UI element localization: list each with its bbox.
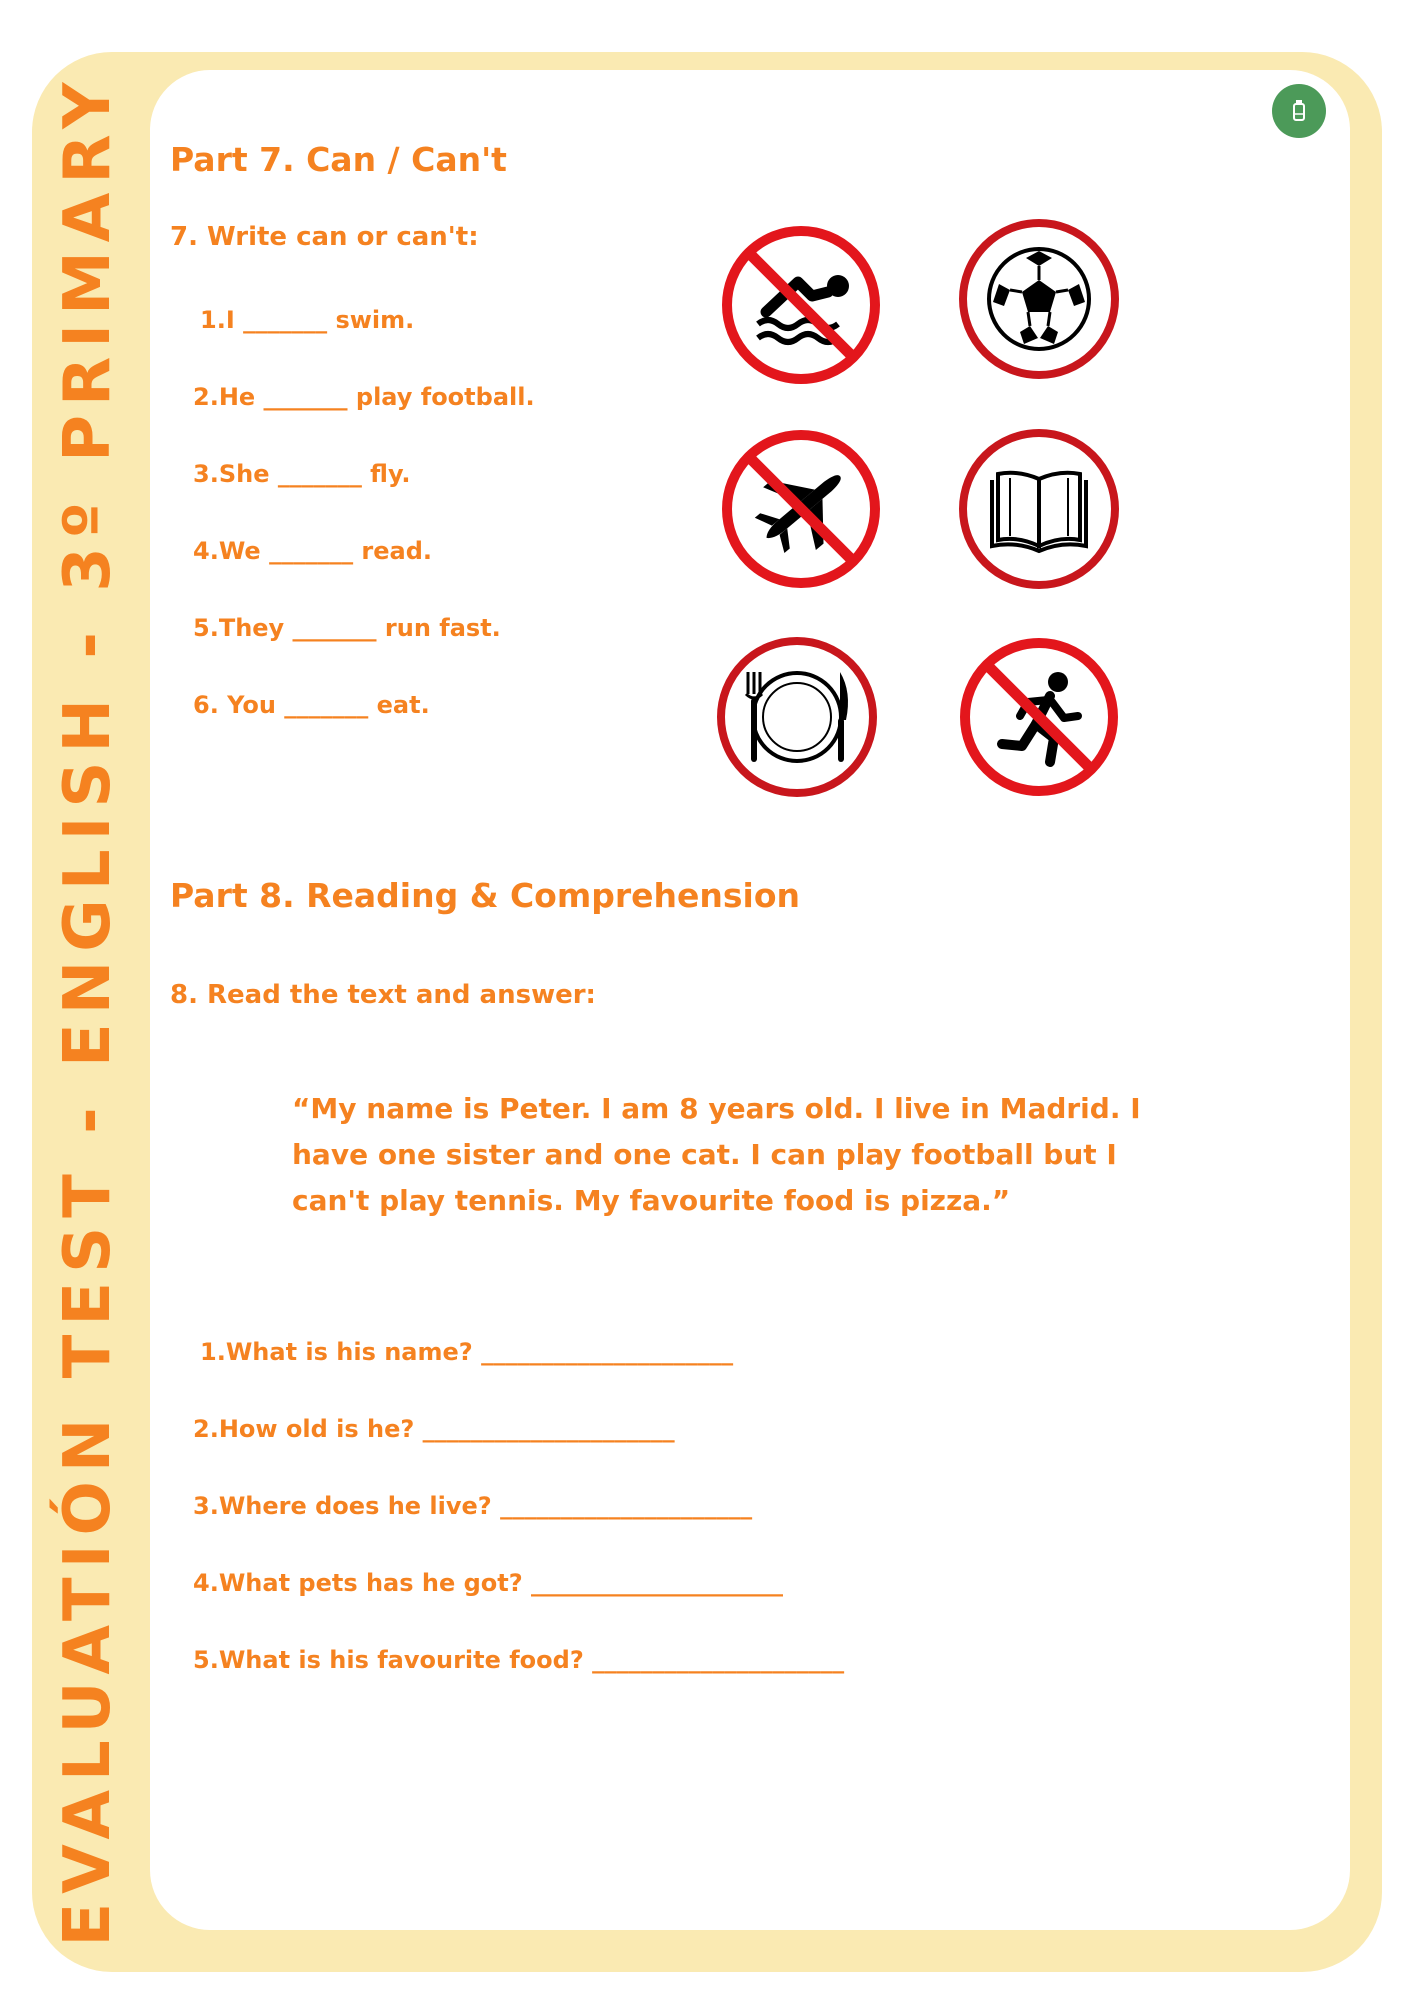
football-icon [954,214,1124,384]
side-title: EVALUATIÓN TEST - ENGLISH - 3º PRIMARY [51,73,125,1947]
part7-item: 5.They _______ run fast. [193,614,501,642]
part8-heading: Part 8. Reading & Comprehension [170,876,800,915]
no-swimming-icon [716,220,886,390]
part7-heading: Part 7. Can / Can't [170,140,507,179]
part7-item: 2.He _______ play football. [193,383,535,411]
part7-item: 3.She _______ fly. [193,460,411,488]
comprehension-question: 1.What is his name? _____________________ [200,1338,734,1366]
part7-item: 4.We _______ read. [193,537,433,565]
comprehension-question: 5.What is his favourite food? _____________________ [193,1646,845,1674]
comprehension-question: 2.How old is he? _____________________ [193,1415,675,1443]
part7-instruction: 7. Write can or can't: [170,222,479,252]
plate-cutlery-icon [712,632,882,802]
part7-item: 6. You _______ eat. [193,691,430,719]
comprehension-question: 4.What pets has he got? _____________________ [193,1569,784,1597]
no-flying-icon [716,424,886,594]
book-icon [954,424,1124,594]
logo-icon [1272,84,1326,138]
part8-instruction: 8. Read the text and answer: [170,980,596,1010]
no-running-icon [954,632,1124,802]
comprehension-question: 3.Where does he live? _____________________ [193,1492,753,1520]
part7-item: 1.I _______ swim. [200,306,415,334]
reading-passage: “My name is Peter. I am 8 years old. I live in Madrid. I have one sister and one cat. I can play football but I can't play tennis. My favourite food is pizza.” [292,1092,1141,1217]
